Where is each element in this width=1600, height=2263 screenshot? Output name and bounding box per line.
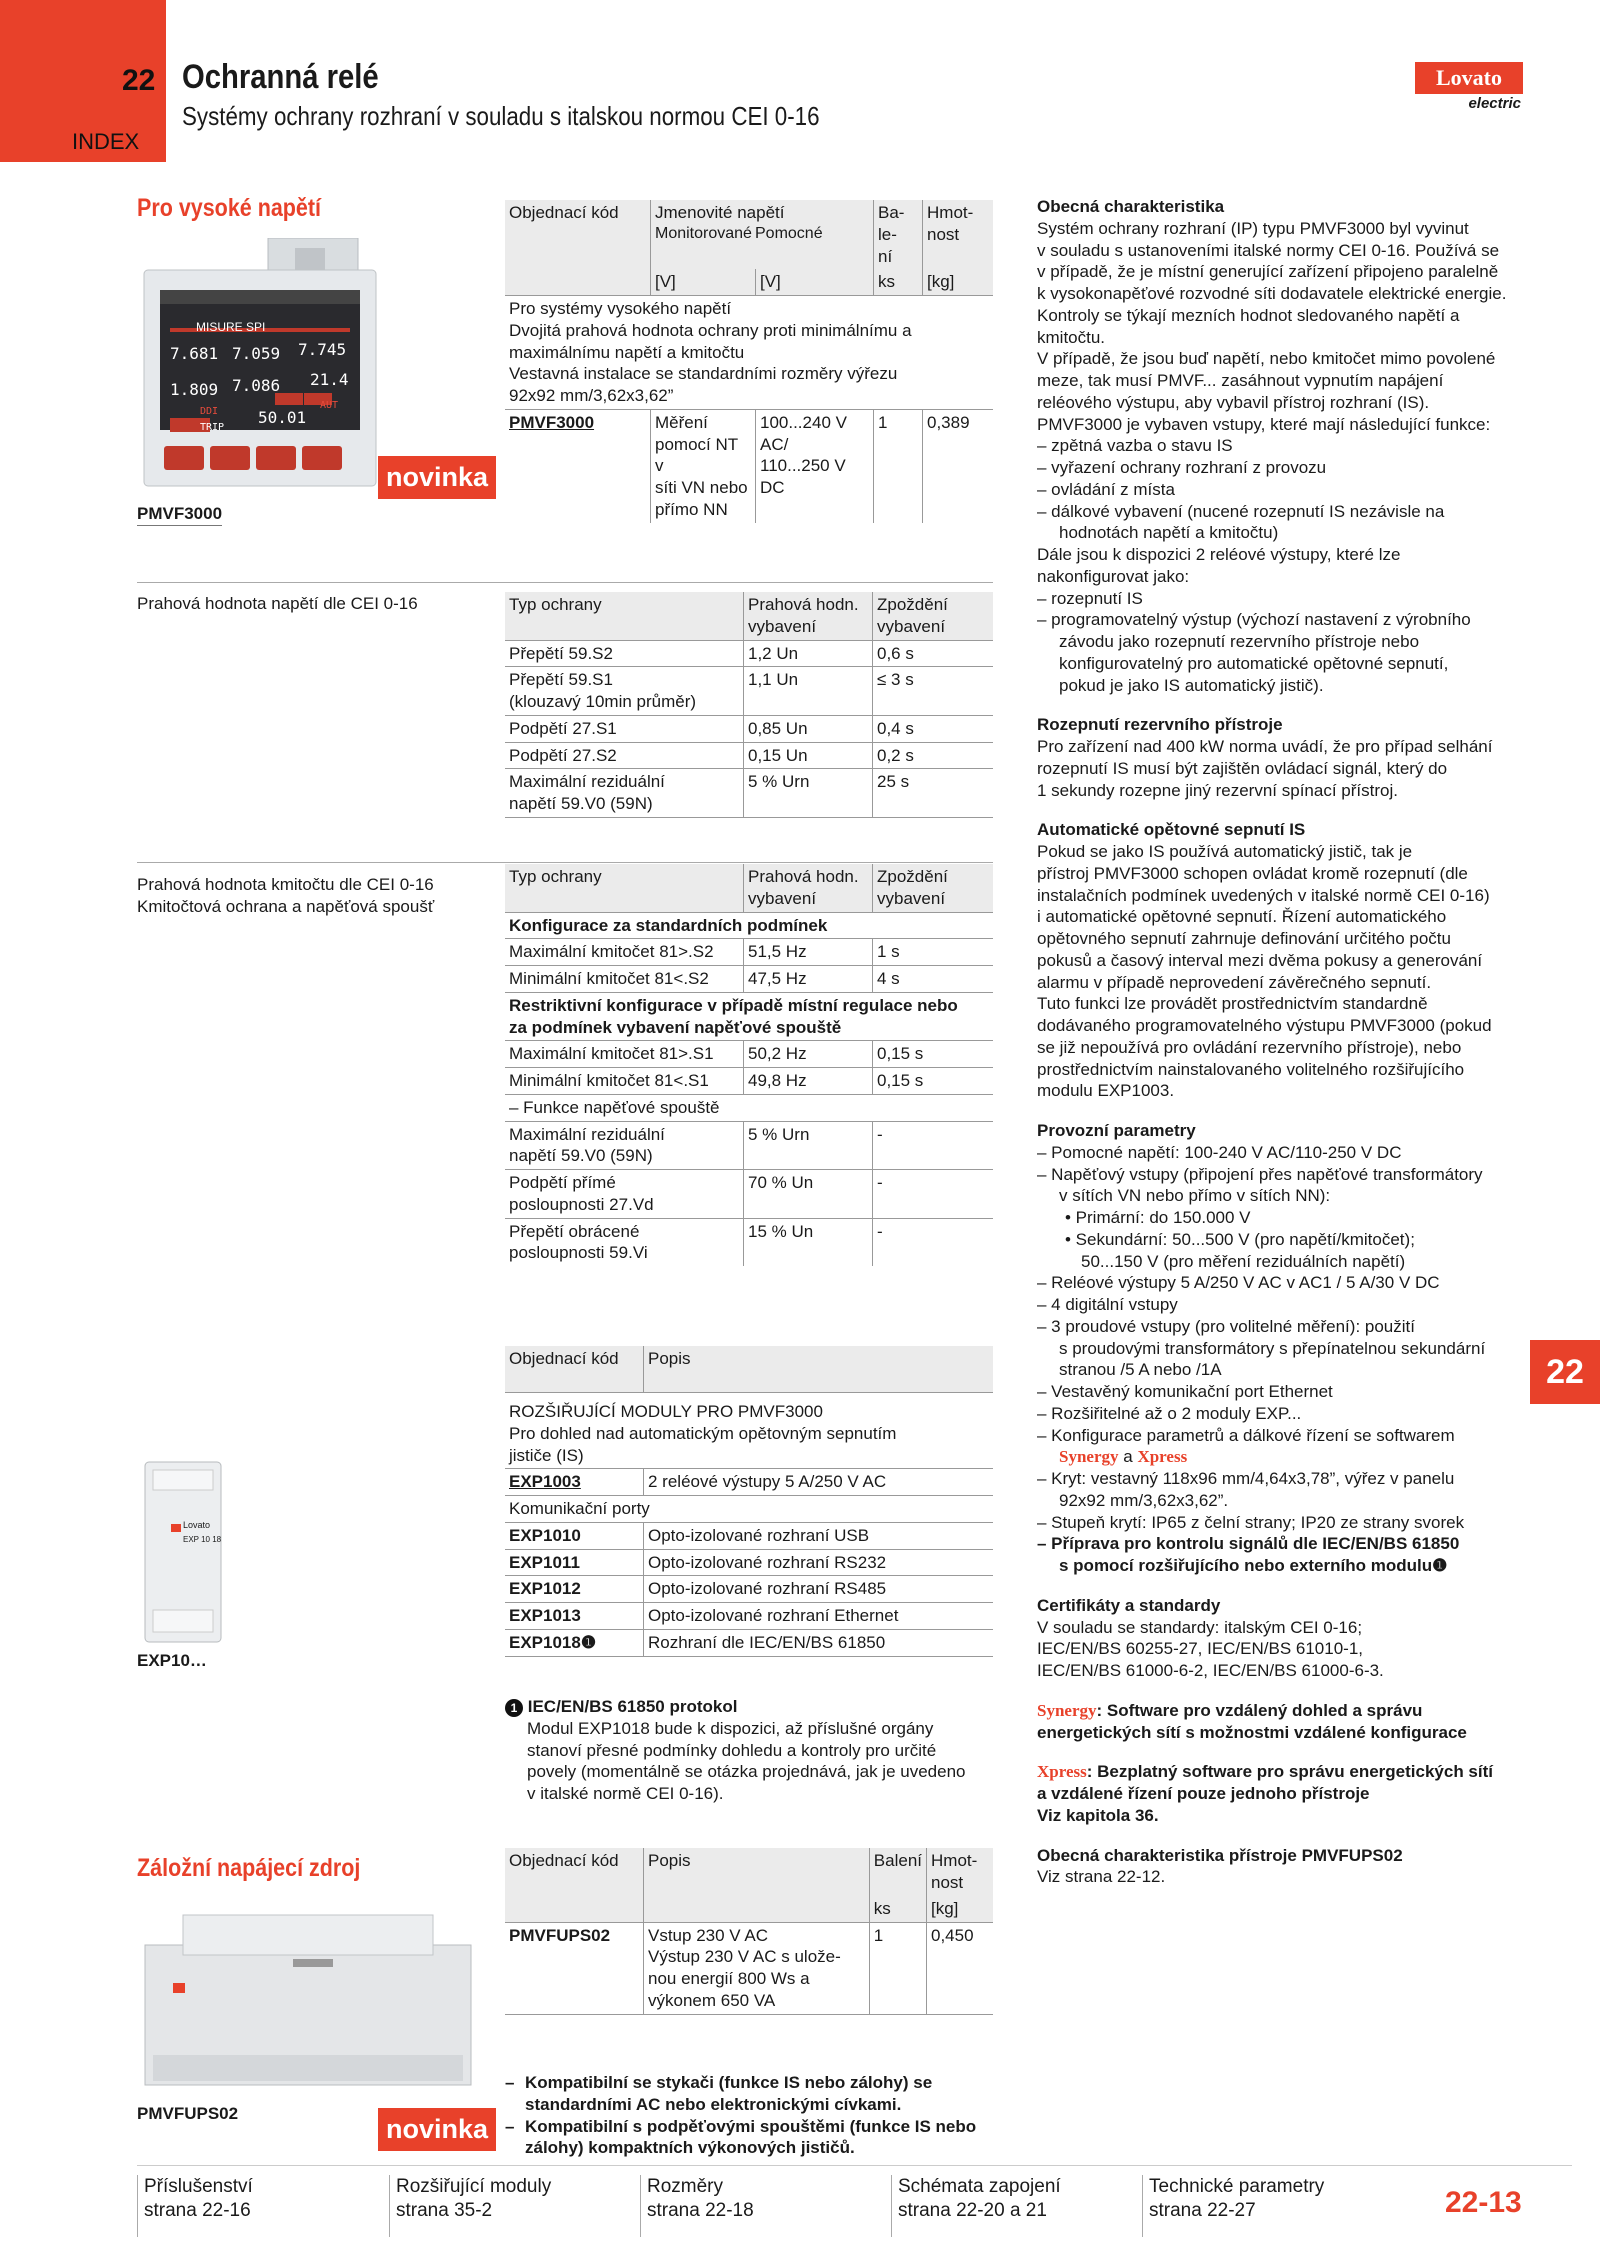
aux-voltage-2: AC/ 110...250 V DC	[760, 434, 846, 497]
unit-v1: [V]	[651, 269, 756, 295]
list-item: – ovládání z místa	[1037, 479, 1175, 499]
th-order-code: Objednací kód	[505, 1848, 644, 1896]
list-item: – Kryt: vestavný 118x96 mm/4,64x3,78”, výřez v panelu 92x92 mm/3,62x3,62”.	[1037, 1469, 1455, 1510]
xpress-text: : Bezplatný software pro správu energetických sítí a vzdálené řízení pouze jednoho přístroje Viz kapitola 36.	[1037, 1762, 1493, 1825]
divider	[137, 582, 993, 583]
heading-general: Obecná charakteristika	[1037, 197, 1225, 216]
product-label-exp10: EXP10…	[137, 1651, 207, 1670]
exp10-image	[143, 1460, 223, 1644]
cell: 5 % Urn	[744, 769, 873, 818]
cell: 0,6 s	[873, 640, 994, 667]
unit-ks: ks	[869, 1896, 926, 1923]
list-item: – Konfigurace parametrů a dálkové řízení se softwarem	[1037, 1425, 1455, 1445]
device-value: 21.4	[310, 370, 349, 389]
footnote-marker: 1	[505, 1699, 523, 1717]
list-item: – Rozšiřitelné až o 2 moduly EXP...	[1037, 1403, 1302, 1423]
footer-title: Rozměry	[647, 2176, 724, 2197]
list-item: – dálkové vybavení (nucené rozepnutí IS nezávisle na hodnotách napětí a kmitočtu)	[1037, 501, 1445, 543]
th-order-code: Objednací kód	[505, 1346, 644, 1393]
list-item: – Pomocné napětí: 100-240 V AC/110-250 V DC	[1037, 1142, 1402, 1162]
cell: 1,2 Un	[744, 640, 873, 667]
comm-ports-heading: Komunikační porty	[505, 1496, 993, 1523]
table-row	[505, 939, 993, 966]
unit-empty	[644, 1896, 870, 1923]
table-row	[505, 1549, 993, 1576]
unit-empty	[505, 269, 651, 295]
th-auxiliary: Pomocné	[755, 224, 823, 242]
code-pmvf3000[interactable]: PMVF3000	[509, 412, 595, 432]
th-packing: Ba- le- ní	[874, 200, 923, 269]
cell: 0,15 s	[873, 1041, 994, 1068]
th-threshold: Prahová hodn. vybavení	[744, 592, 873, 640]
table-frequency-thresholds	[505, 864, 993, 1266]
heading-ups: Obecná charakteristika přístroje PMVFUPS02	[1037, 1845, 1403, 1865]
logo-text: Lovato	[1415, 62, 1523, 94]
pmvfups02-notes	[505, 2072, 993, 2159]
desc-block	[505, 296, 993, 410]
label-frequency-protection: Kmitočtová ochrana a napěťová spoušť	[137, 897, 435, 916]
device-label: TRIP	[200, 422, 225, 433]
table-pmvfups02	[505, 1848, 993, 2015]
logo-sub: electric	[1468, 95, 1521, 112]
th-order-code: Objednací kód	[505, 200, 651, 269]
xpress-logo: Xpress	[1037, 1762, 1087, 1782]
cell: 47,5 Hz	[744, 966, 873, 993]
cell: Podpětí přímé posloupnosti 27.Vd	[505, 1170, 744, 1219]
cell: 49,8 Hz	[744, 1068, 873, 1095]
cell: Přepětí 59.S1 (klouzavý 10min průměr)	[505, 667, 744, 716]
page-number: 22-13	[1445, 2186, 1522, 2219]
cell: Minimální kmitočet 81<.S2	[505, 966, 744, 993]
cell: 0,15 Un	[744, 742, 873, 769]
table-row	[505, 1218, 993, 1266]
unit-ks: ks	[874, 269, 923, 295]
table-row	[505, 742, 993, 769]
unit-v2: [V]	[756, 269, 874, 295]
footer-divider	[137, 2165, 1572, 2166]
desc-line: Dvojitá prahová hodnota ochrany proti minimálnímu a	[509, 320, 912, 340]
note-line: Kompatibilní s podpěťovými spouštěmi (funkce IS nebo zálohy) kompaktních výkonových jističů.	[525, 2116, 977, 2158]
code-pmvfups02: PMVFUPS02	[505, 1922, 644, 2014]
footer-title: Technické parametry	[1149, 2176, 1325, 2197]
footer-page: strana 22-20 a 21	[898, 2199, 1047, 2221]
note-line: Kompatibilní se stykači (funkce IS nebo zálohy) se standardními AC nebo elektronickými cívkami.	[525, 2073, 933, 2114]
list-item: – Stupeň krytí: IP65 z čelní strany; IP20 ze strany svorek	[1037, 1512, 1465, 1532]
group-trip: – Funkce napěťové spouště	[505, 1094, 993, 1121]
code-cell: EXP1012	[505, 1576, 644, 1603]
cell: Maximální reziduální napětí 59.V0 (59N)	[505, 1121, 744, 1170]
cell: Opto-izolované rozhraní USB	[644, 1522, 994, 1549]
table-row	[505, 966, 993, 993]
paragraph: Pro zařízení nad 400 kW norma uvádí, že pro případ selhání rozepnutí IS musí být zajištěn ovládací signál, který do 1 sekundy rozepne jiný rezervní spínací přístroj.	[1037, 737, 1493, 800]
code-cell: EXP1011	[505, 1549, 644, 1576]
cell: 4 s	[873, 966, 994, 993]
th-delay: Zpoždění vybavení	[873, 864, 994, 912]
cell: Opto-izolované rozhraní RS485	[644, 1576, 994, 1603]
cell: 0,2 s	[873, 742, 994, 769]
table-row	[505, 1121, 993, 1170]
desc-line: 92x92 mm/3,62x3,62”	[509, 386, 674, 405]
list-item: – rozepnutí IS	[1037, 588, 1143, 608]
note-dash: –	[505, 2116, 515, 2136]
device-value: 7.745	[298, 340, 347, 359]
device-value: 7.059	[232, 344, 281, 363]
weight-value: 0,389	[923, 409, 994, 522]
cell: Podpětí 27.S2	[505, 742, 744, 769]
chapter-tab[interactable]	[0, 0, 166, 162]
xpress-desc	[1037, 1761, 1572, 1826]
list-item: – 4 digitální vstupy	[1037, 1295, 1178, 1314]
footer-page: strana 22-18	[647, 2199, 754, 2221]
page-title: Ochranná relé	[182, 58, 379, 96]
footer-link-accessories[interactable]	[137, 2175, 253, 2237]
cell: -	[873, 1170, 994, 1219]
software-line	[1037, 1446, 1572, 1468]
cell: Minimální kmitočet 81<.S1	[505, 1068, 744, 1095]
table-expansion-modules	[505, 1346, 993, 1657]
cell: Podpětí 27.S1	[505, 715, 744, 742]
table-pmvf3000	[505, 200, 993, 523]
list-item: – Reléové výstupy 5 A/250 V AC v AC1 / 5 A/30 V DC	[1037, 1273, 1440, 1293]
pmvfups02-desc: Vstup 230 V AC Výstup 230 V AC s ulože- nou energií 800 Ws a výkonem 650 VA	[644, 1922, 870, 2014]
cell: 70 % Un	[744, 1170, 873, 1219]
paragraph: Pokud se jako IS používá automatický jistič, tak je přístroj PMVF3000 schopen ovládat kromě rozepnutí (dle instalačních podmínek uvedených v italské normě CEI 0-16) i automatické opětovné sepnutí. Řízení automatického opětovného sepnutí zahrnuje definování určitého počtu pokusů a časový interval mezi dvěma pokusy a generování alarmu v případě neprovedení závěrečného sepnutí. Tuto funkci lze provádět prostřednictvím standardně dodávaného programovatelného výstupu PMVF3000 (pokud se již nepoužívá pro ovládání rezervního přístroje), nebo prostřednictvím nainstalovaného volitelného rozšiřujícího modulu EXP1003.	[1037, 842, 1492, 1101]
footnote-text: Modul EXP1018 bude k dispozici, až příslušné orgány stanoví přesné podmínky dohledu a kontroly pro určité povely (momentálně se otázka projednává, jak je uvedeno v italské normě CEI 0-16).	[527, 1718, 966, 1803]
code-cell: EXP1010	[505, 1522, 644, 1549]
index-link[interactable]: INDEX	[72, 129, 140, 154]
divider	[137, 862, 993, 863]
device-value: 50.01	[258, 408, 307, 427]
footer-page: strana 35-2	[396, 2199, 493, 2221]
new-badge: novinka	[378, 456, 496, 499]
footer-title: Rozšiřující moduly	[396, 2176, 552, 2197]
th-weight: Hmot- nost	[927, 1848, 994, 1896]
table-row	[505, 640, 993, 667]
cell: 1 s	[873, 939, 994, 966]
cell: -	[873, 1121, 994, 1170]
cell: Opto-izolované rozhraní RS232	[644, 1549, 994, 1576]
heading-reclose: Automatické opětovné sepnutí IS	[1037, 820, 1306, 840]
new-badge: novinka	[378, 2108, 496, 2151]
heading-backup: Rozepnutí rezervního přístroje	[1037, 715, 1283, 735]
table-row	[505, 1170, 993, 1219]
synergy-text: : Software pro vzdálený dohled a správu energetických sítí s možnostmi vzdálené konfigurace	[1037, 1700, 1467, 1742]
list-item: • Sekundární: 50...500 V (pro napětí/kmitočet); 50...150 V (pro měření reziduálních napětí)	[1065, 1229, 1415, 1271]
cell: 51,5 Hz	[744, 939, 873, 966]
th-rated-voltage-label: Jmenovité napětí	[655, 203, 785, 222]
footer-title: Příslušenství	[144, 2176, 253, 2197]
footnote-title: IEC/EN/BS 61850 protokol	[527, 1697, 738, 1716]
footer-link-dimensions[interactable]	[640, 2175, 754, 2237]
note-dash: –	[505, 2073, 515, 2092]
list-item: – Vestavěný komunikační port Ethernet	[1037, 1382, 1333, 1401]
cell: Přepětí 59.S2	[505, 640, 744, 667]
table-row	[505, 1576, 993, 1603]
device-label: AUT	[320, 400, 339, 411]
measure-desc: Měření pomocí NT v síti VN nebo přímo NN	[651, 409, 756, 522]
chapter-number: 22	[122, 64, 156, 97]
cell: ≤ 3 s	[873, 667, 994, 716]
synergy-logo: Synergy	[1037, 1700, 1097, 1720]
desc-line: maximálnímu napětí a kmitočtu	[509, 342, 745, 362]
footer-link-modules[interactable]	[389, 2175, 551, 2237]
cell: Maximální kmitočet 81>.S1	[505, 1041, 744, 1068]
th-threshold: Prahová hodn. vybavení	[744, 864, 873, 912]
desc-line: Pro systémy vysokého napětí	[509, 299, 732, 318]
list-item: – programovatelný výstup (výchozí nastavení z výrobního závodu jako rozepnutí rezervního přístroje nebo konfigurovatelný pro automatické opětovné sepnutí, pokud je jako IS automatický jistič).	[1037, 610, 1471, 695]
pmvfups02-device-svg	[143, 1905, 473, 2095]
cell: 0,85 Un	[744, 715, 873, 742]
unit-kg: [kg]	[923, 269, 994, 295]
unit-empty	[505, 1896, 644, 1923]
footer-link-wiring[interactable]	[891, 2175, 1061, 2237]
cell: Maximální kmitočet 81>.S2	[505, 939, 744, 966]
table-voltage-thresholds	[505, 592, 993, 818]
page-subtitle: Systémy ochrany rozhraní v souladu s italskou normou CEI 0-16	[182, 101, 820, 131]
th-rated-voltage	[651, 200, 874, 269]
packing-value: 1	[869, 1922, 926, 2014]
th-monitored: Monitorované	[655, 224, 752, 242]
footer-page: strana 22-27	[1149, 2199, 1256, 2221]
cell: 1,1 Un	[744, 667, 873, 716]
th-protection-type: Typ ochrany	[505, 864, 744, 912]
conjunction: a	[1123, 1447, 1133, 1467]
paragraph: Systém ochrany rozhraní (IP) typu PMVF3000 byl vyvinut v souladu s ustanoveními italské normy CEI 0-16. Používá se v případě, že je místní generující zařízení připojeno paralelně k vysokonapěťové rozvodné síti dodavatele elektrické energie. Kontroly se týkají mezních hodnot sledovaného napětí a kmitočtu.	[1037, 218, 1507, 347]
th-description: Popis	[644, 1848, 870, 1896]
right-column	[1037, 196, 1572, 1888]
table-row	[505, 1041, 993, 1068]
brand-logo	[1415, 62, 1523, 114]
code-cell: EXP1013	[505, 1603, 644, 1630]
th-packing: Balení	[869, 1848, 926, 1896]
heading-certificates: Certifikáty a standardy	[1037, 1595, 1221, 1615]
cell: Opto-izolované rozhraní Ethernet	[644, 1603, 994, 1630]
paragraph: Dále jsou k dispozici 2 reléové výstupy, které lze nakonfigurovat jako:	[1037, 545, 1401, 586]
aux-voltage	[756, 409, 874, 522]
paragraph: PMVF3000 je vybaven vstupy, které mají následující funkce:	[1037, 414, 1491, 434]
cell: Maximální reziduální napětí 59.V0 (59N)	[505, 769, 744, 818]
th-description: Popis	[644, 1346, 994, 1393]
packing-value: 1	[874, 409, 923, 522]
device-value: 1.809	[170, 380, 219, 399]
aux-voltage-1: 100...240 V	[760, 412, 847, 432]
cell: Přepětí obrácené posloupnosti 59.Vi	[509, 1221, 648, 1263]
exp-brand: Lovato	[183, 1520, 211, 1530]
device-screen-title: MISURE SPI	[196, 320, 266, 334]
heading-operating: Provozní parametry	[1037, 1121, 1196, 1140]
section-high-voltage: Pro vysoké napětí	[137, 194, 322, 222]
table-row	[505, 1629, 993, 1656]
desc-line: Vestavná instalace se standardními rozměry výřezu	[509, 364, 898, 384]
th-weight: Hmot- nost	[923, 200, 994, 269]
table-row	[505, 769, 993, 818]
table-row	[505, 1068, 993, 1095]
list-item: – vyřazení ochrany rozhraní z provozu	[1037, 458, 1327, 477]
paragraph: V případě, že jsou buď napětí, nebo kmitočet mimo povolené meze, tak musí PMVF... zasáhnout vypnutím napájení reléového výstupu, aby vybavil přístroj rozhraní (IS).	[1037, 349, 1496, 412]
th-delay: Zpoždění vybavení	[873, 592, 994, 640]
th-rated-voltage-sub	[655, 224, 869, 244]
cell: 15 % Un	[744, 1218, 873, 1266]
weight-value: 0,450	[927, 1922, 994, 2014]
pmvfups02-image	[143, 1905, 473, 2095]
cell: 5 % Urn	[744, 1121, 873, 1170]
product-label-pmvf3000: PMVF3000	[137, 503, 222, 526]
list-item: – Napěťový vstupy (připojení přes napěťové transformátory v sítích VN nebo přímo v sítích NN):	[1037, 1164, 1483, 1206]
table-row	[505, 715, 993, 742]
list-item: • Primární: do 150.000 V	[1065, 1208, 1251, 1227]
th-protection-type: Typ ochrany	[505, 592, 744, 640]
exp10-device-svg	[143, 1460, 223, 1644]
paragraph: V souladu se standardy: italským CEI 0-16; IEC/EN/BS 60255-27, IEC/EN/BS 61010-1, IEC/EN/BS 61000-6-2, IEC/EN/BS 61000-6-3.	[1037, 1617, 1384, 1680]
table-row	[505, 1603, 993, 1630]
product-label-pmvfups02: PMVFUPS02	[137, 2104, 239, 2123]
table-row	[505, 1522, 993, 1549]
unit-kg: [kg]	[927, 1896, 994, 1923]
group-restrictive: Restriktivní konfigurace v případě místní regulace nebo za podmínek vybavení napěťové spouště	[505, 992, 993, 1041]
list-item: – Příprava pro kontrolu signálů dle IEC/EN/BS 61850 s pomocí rozšiřujícího nebo externího modulu❶	[1037, 1534, 1460, 1575]
device-value: 7.681	[170, 344, 219, 363]
synergy-desc	[1037, 1700, 1572, 1744]
code-cell: EXP1018❶	[505, 1629, 644, 1656]
cell: 0,4 s	[873, 715, 994, 742]
label-voltage-threshold: Prahová hodnota napětí dle CEI 0-16	[137, 594, 418, 613]
device-label: DDI	[200, 406, 219, 417]
modules-intro: ROZŠIŘUJÍCÍ MODULY PRO PMVF3000 Pro dohled nad automatickým opětovným sepnutím jističe (IS)	[505, 1393, 993, 1469]
xpress-logo: Xpress	[1137, 1447, 1188, 1467]
synergy-logo: Synergy	[1059, 1447, 1119, 1467]
cell: 25 s	[873, 769, 994, 818]
side-chapter-tab[interactable]: 22	[1530, 1340, 1600, 1404]
footer-page: strana 22-16	[144, 2199, 251, 2221]
footnote-61850	[505, 1696, 993, 1805]
table-row	[505, 1469, 993, 1496]
footer-title: Schémata zapojení	[898, 2176, 1061, 2197]
list-item: – 3 proudové vstupy (pro volitelné měření): použití s proudovými transformátory s přepínatelnou sekundární stranou /5 A nebo /1A	[1037, 1316, 1486, 1380]
footer-link-technical[interactable]	[1142, 2175, 1324, 2237]
cell: 0,15 s	[873, 1068, 994, 1095]
label-frequency-threshold: Prahová hodnota kmitočtu dle CEI 0-16	[137, 875, 434, 894]
cell: Rozhraní dle IEC/EN/BS 61850	[644, 1629, 994, 1656]
code-exp1003[interactable]: EXP1003	[505, 1469, 644, 1496]
paragraph: Viz strana 22-12.	[1037, 1867, 1166, 1887]
group-standard: Konfigurace za standardních podmínek	[505, 912, 993, 939]
list-item: – zpětná vazba o stavu IS	[1037, 436, 1233, 456]
table-row	[505, 667, 993, 716]
exp-code: EXP 10 18	[183, 1535, 222, 1544]
cell: -	[873, 1218, 994, 1266]
cell: 50,2 Hz	[744, 1041, 873, 1068]
cell: 2 reléové výstupy 5 A/250 V AC	[644, 1469, 994, 1496]
section-backup-power: Záložní napájecí zdroj	[137, 1854, 361, 1882]
device-value: 7.086	[232, 376, 281, 395]
